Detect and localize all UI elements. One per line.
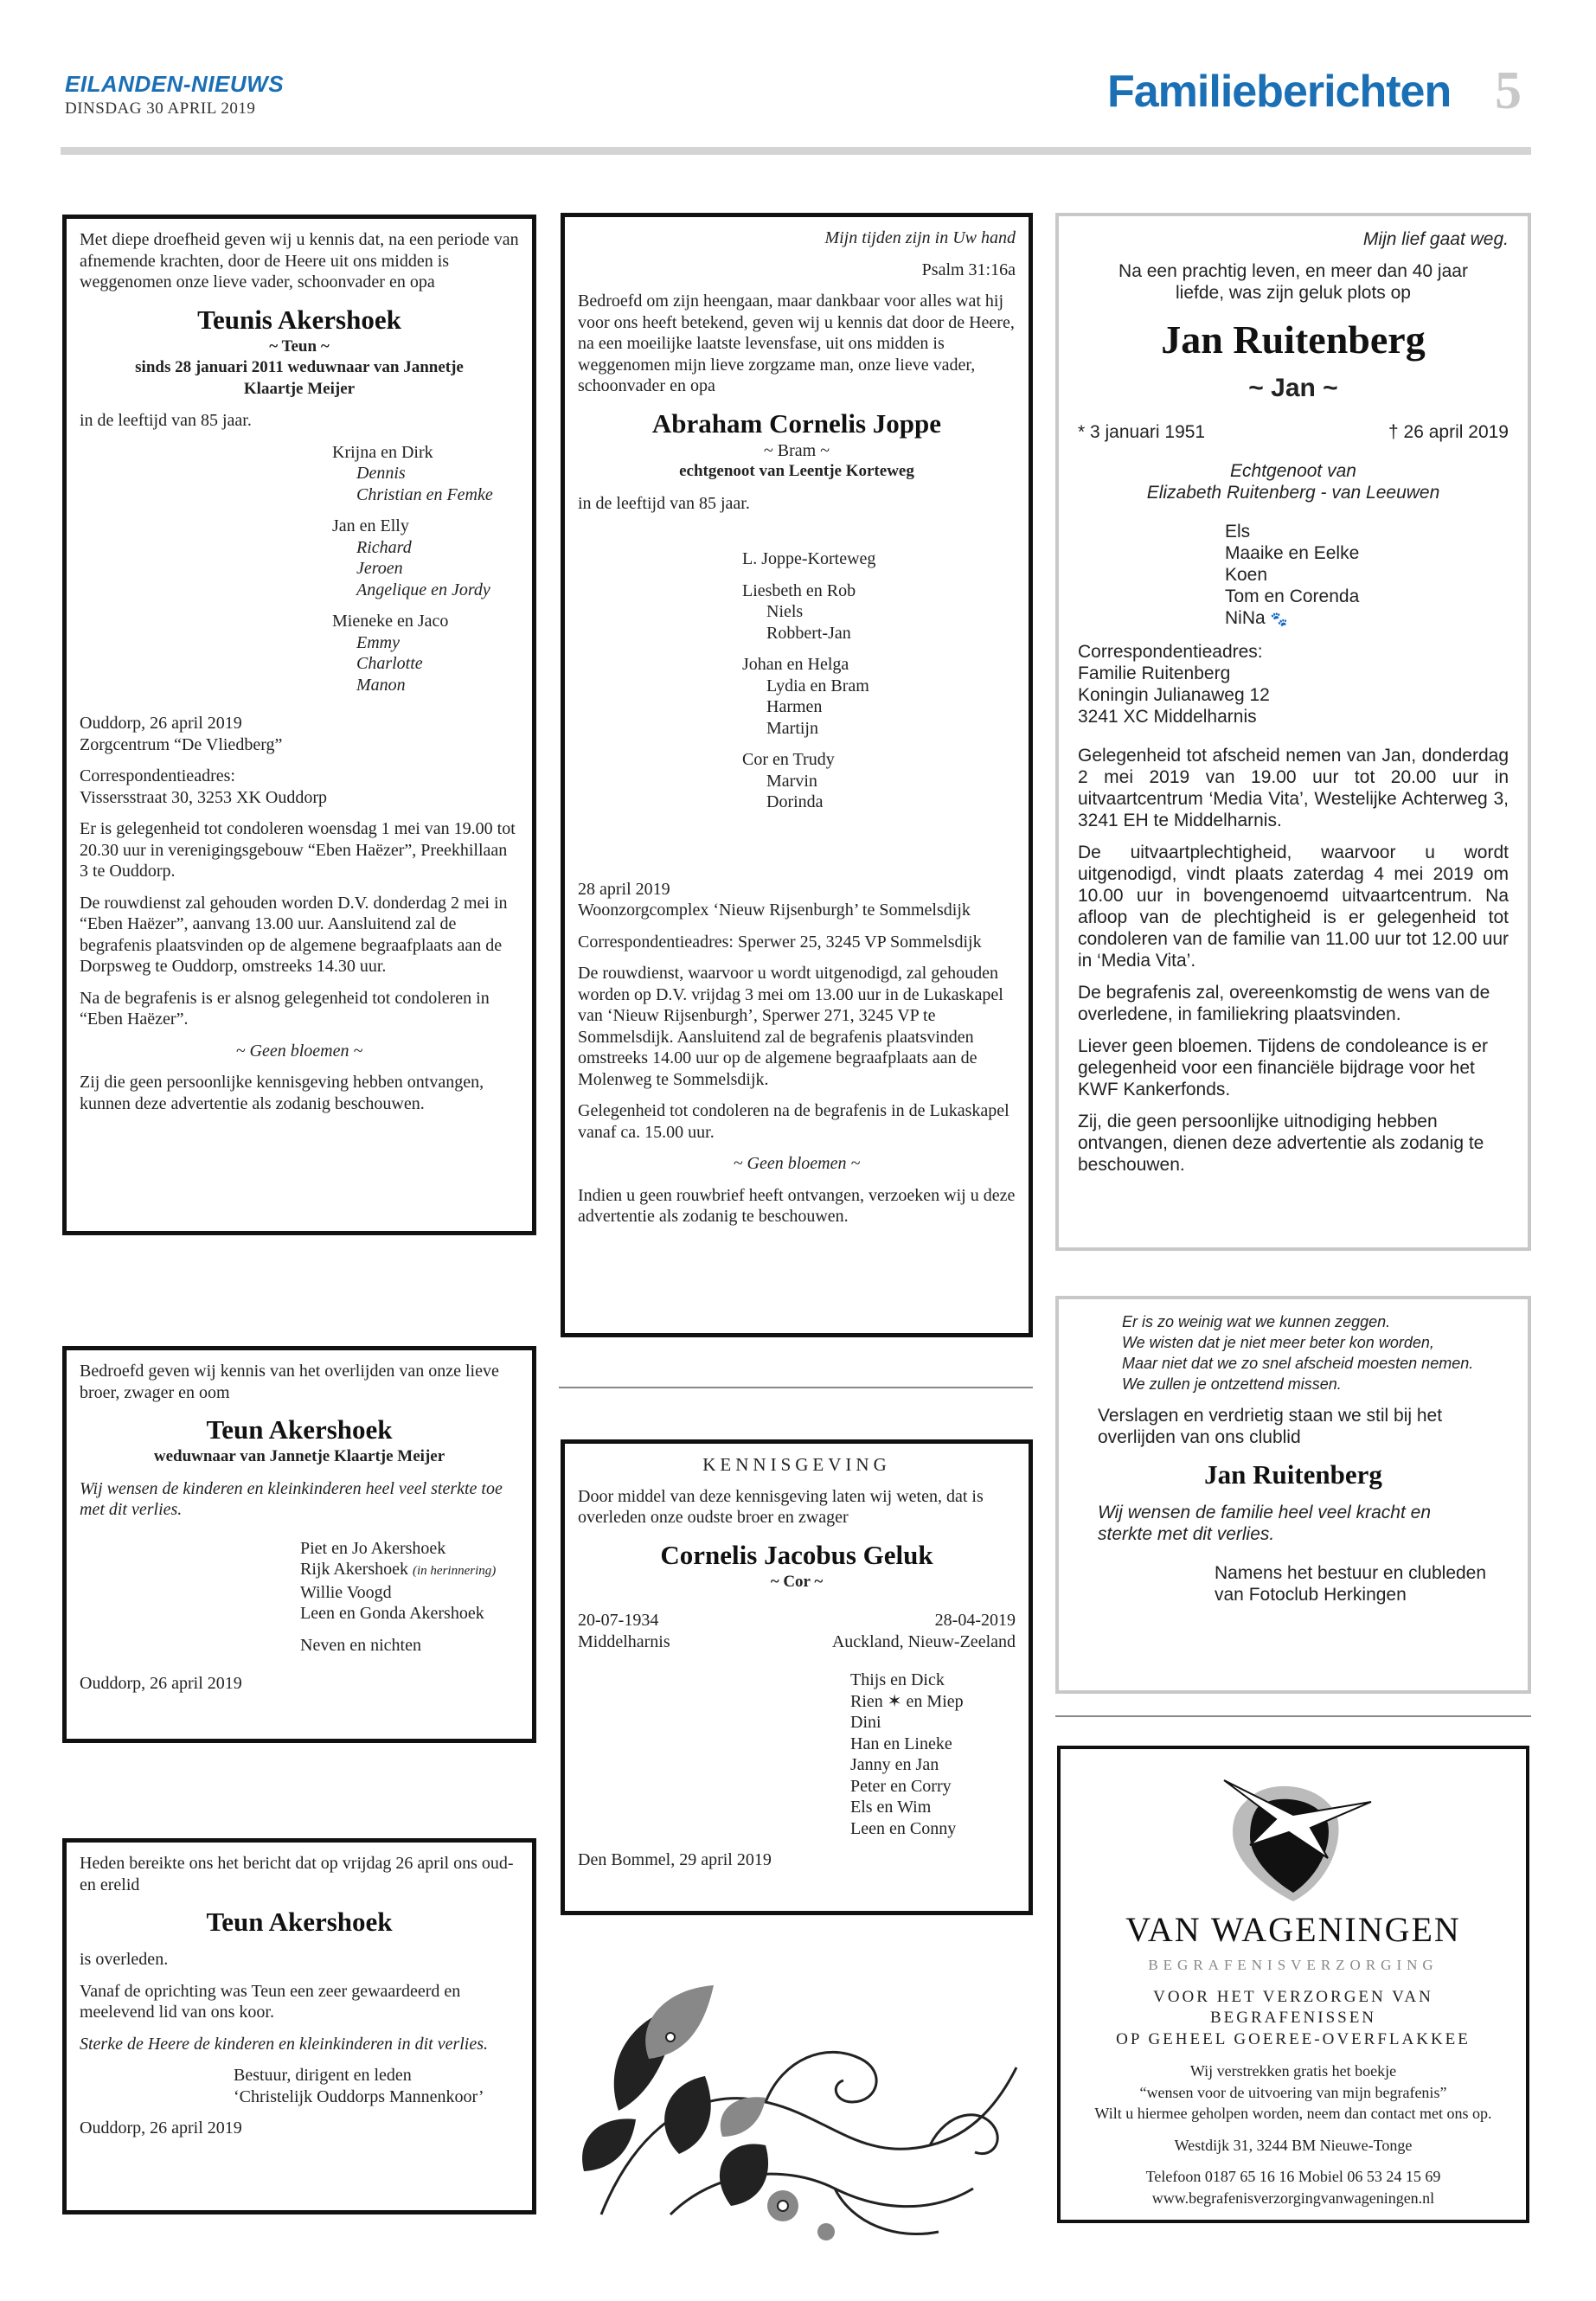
family-child: Dennis bbox=[356, 464, 406, 483]
family-parents: Liesbeth en Rob bbox=[742, 580, 856, 600]
ad6-place-born: Middelharnis bbox=[578, 1631, 670, 1651]
ad5-sign2: ‘Christelijk Ouddorps Mannenkoor’ bbox=[234, 2086, 484, 2106]
family-member: Leen en Gonda Akershoek bbox=[300, 1604, 484, 1623]
ad6-places-row bbox=[578, 1631, 1016, 1653]
ad2-service: De rouwdienst, waarvoor u wordt uitgenodigd, zal gehouden worden op D.V. vrijdag 3 mei om 13.00 uur in de Lukaskapel van ‘Nieuw Rijsenburgh’, Sperwer 271, 3245 VP te Sommelsdijk. Aansluitend zal de begrafenis plaatsvinden omstreeks 14.00 uur op de algemene begraafplaats aan de Molenweg te Sommelsdijk. bbox=[578, 964, 1003, 1089]
ad8-offer1: Wij verstrekken gratis het boekje bbox=[1189, 2062, 1397, 2080]
ad7-signature bbox=[1215, 1562, 1489, 1606]
ad8-subtitle: BEGRAFENISVERZORGING bbox=[1148, 1957, 1439, 1973]
ad7-sign2: van Fotoclub Herkingen bbox=[1215, 1585, 1407, 1605]
ad2-nickname: ~ Bram ~ bbox=[763, 440, 830, 460]
ad6-intro: Door middel van deze kennisgeving laten wij weten, dat is overleden onze oudste broer en zwager bbox=[578, 1486, 984, 1527]
ad1-condolence: Er is gelegenheid tot condoleren woensdag 1 mei van 19.00 tot 20.30 uur in verenigingsgebouw “Eben Haëzer”, Preekhillaan 3 te Ouddorp. bbox=[80, 819, 516, 881]
ad8-phone: Telefoon 0187 65 16 16 Mobiel 06 53 24 15 69 bbox=[1145, 2168, 1441, 2185]
ad3-spouse-line2: Elizabeth Ruitenberg - van Leeuwen bbox=[1146, 483, 1440, 503]
ad2-age: in de leeftijd van 85 jaar. bbox=[578, 493, 750, 513]
ad2-closing: Indien u geen rouwbrief heeft ontvangen, verzoeken wij u deze advertentie als zodanig te beschouwen. bbox=[578, 1185, 1016, 1226]
family-child: Lydia en Bram bbox=[766, 676, 869, 695]
ad8-address: Westdijk 31, 3244 BM Nieuwe-Tonge bbox=[1174, 2136, 1413, 2154]
family-child: Manon bbox=[356, 675, 406, 695]
ad3-corr-label: Correspondentieadres: bbox=[1078, 642, 1263, 662]
ad4-intro: Bedroefd geven wij kennis van het overlijden van onze lieve broer, zwager en oom bbox=[80, 1362, 499, 1402]
header-rule bbox=[61, 147, 1531, 155]
ad8-tagline2: OP GEHEEL GOEREE-OVERFLAKKEE bbox=[1116, 2029, 1471, 2048]
notice-cornelis-geluk bbox=[561, 1439, 1033, 1915]
paw-icon: 🐾 bbox=[1270, 612, 1288, 627]
obituary-teunis-akershoek bbox=[62, 215, 536, 1235]
ad5-name: Teun Akershoek bbox=[206, 1907, 393, 1937]
advert-van-wageningen bbox=[1057, 1746, 1529, 2223]
ad1-family-list bbox=[332, 442, 519, 696]
ad1-nickname: ~ Teun ~ bbox=[269, 336, 330, 356]
family-parents: Johan en Helga bbox=[742, 655, 849, 674]
ad7-intro: Verslagen en verdrietig staan we stil bij het overlijden van ons clublid bbox=[1098, 1406, 1443, 1447]
family-child: Martijn bbox=[766, 718, 818, 738]
family-parents: Jan en Elly bbox=[332, 516, 409, 535]
family-child: Richard bbox=[356, 537, 412, 557]
poem-line: We zullen je ontzettend missen. bbox=[1122, 1375, 1342, 1393]
family-child: Harmen bbox=[766, 697, 823, 716]
family-member: Els bbox=[1225, 522, 1251, 542]
ad3-family-list bbox=[1225, 521, 1509, 631]
ad3-closing: Zij, die geen persoonlijke uitnodiging hebben ontvangen, dienen deze advertentie als zodanig te beschouwen. bbox=[1078, 1112, 1484, 1175]
ad2-widow: L. Joppe-Korteweg bbox=[742, 549, 876, 568]
ad2-corr: Correspondentieadres: Sperwer 25, 3245 VP Sommelsdijk bbox=[578, 932, 982, 952]
ad3-corr-line: Familie Ruitenberg bbox=[1078, 663, 1231, 683]
ad1-age: in de leeftijd van 85 jaar. bbox=[80, 411, 252, 430]
ad3-farewell: Gelegenheid tot afscheid nemen van Jan, donderdag 2 mei 2019 van 19.00 uur tot 20.00 uur in uitvaartcentrum ‘Media Vita’, Westelijke Achterweg 3, 3241 EH te Middelharnis. bbox=[1078, 746, 1509, 830]
ad2-date: 28 april 2019 bbox=[578, 879, 670, 899]
ad1-after: Na de begrafenis is er alsnog gelegenheid tot condoleren in “Eben Haëzer”. bbox=[80, 988, 490, 1029]
ad2-quote: Mijn tijden zijn in Uw hand bbox=[824, 228, 1016, 247]
family-member: Dini bbox=[850, 1713, 881, 1732]
obituary-abraham-joppe bbox=[561, 213, 1033, 1337]
condolence-fotoclub-herkingen bbox=[1055, 1296, 1531, 1694]
ad6-name: Cornelis Jacobus Geluk bbox=[660, 1539, 933, 1570]
ad2-intro: Bedroefd om zijn heengaan, maar dankbaar voor alles wat hij voor ons heeft betekend, geven wij u kennis dat door de Heere, na een moeilijke laatste levensfase, uit ons midden is weggenomen mijn lieve zorgzame man, onze lieve vader, schoonvader en opa bbox=[578, 292, 1015, 395]
ad6-died: 28-04-2019 bbox=[934, 1611, 1016, 1630]
ad7-wish: Wij wensen de familie heel veel kracht en sterkte met dit verlies. bbox=[1098, 1503, 1432, 1544]
ad4-memory: (in herinnering) bbox=[413, 1564, 497, 1578]
ad4-wish: Wij wensen de kinderen en kleinkinderen heel veel sterkte toe met dit verlies. bbox=[80, 1478, 503, 1519]
family-member: Han en Lineke bbox=[850, 1734, 952, 1753]
ad2-name: Abraham Cornelis Joppe bbox=[651, 407, 942, 439]
obituary-jan-ruitenberg bbox=[1055, 213, 1531, 1251]
ad8-web[interactable]: www.begrafenisverzorgingvanwageningen.nl bbox=[1151, 2189, 1435, 2207]
ad3-intro: Na een prachtig leven, en meer dan 40 jaar liefde, was zijn geluk plots op bbox=[1118, 261, 1468, 303]
ad3-spouse-line1: Echtgenoot van bbox=[1230, 461, 1356, 481]
family-member: Koen bbox=[1225, 565, 1268, 585]
ad3-burial: De begrafenis zal, overeenkomstig de wens van de overledene, in familiekring plaatsvinden. bbox=[1078, 983, 1490, 1024]
family-member: Rijk Akershoek bbox=[300, 1560, 408, 1579]
family-member: Tom en Corenda bbox=[1225, 586, 1360, 606]
family-member: Janny en Jan bbox=[850, 1755, 939, 1774]
ad1-name: Teunis Akershoek bbox=[197, 304, 401, 335]
ad1-intro: Met diepe droefheid geven wij u kennis dat, na een periode van afnemende krachten, door de Heere uit ons midden is weggenomen onze lieve vader, schoonvader en opa bbox=[80, 230, 519, 292]
ad3-quote: Mijn lief gaat weg. bbox=[1362, 229, 1509, 249]
ad3-corr-line: 3241 XC Middelharnis bbox=[1078, 707, 1257, 727]
ad5-wish: Sterke de Heere de kinderen en kleinkinderen in dit verlies. bbox=[80, 2034, 489, 2054]
ad8-company: VAN WAGENINGEN bbox=[1125, 1910, 1461, 1949]
ad8-offer3: Wilt u hiermee geholpen worden, neem dan contact met ons op. bbox=[1094, 2105, 1492, 2122]
ad4-nephews: Neven en nichten bbox=[300, 1635, 421, 1655]
ad2-place: Woonzorgcomplex ‘Nieuw Rijsenburgh’ te Sommelsdijk bbox=[578, 901, 971, 920]
family-parents: Krijna en Dirk bbox=[332, 442, 433, 462]
ad2-family-list bbox=[742, 548, 1016, 813]
family-child: Emmy bbox=[356, 632, 400, 652]
family-child: Robbert-Jan bbox=[766, 623, 851, 643]
family-child: Jeroen bbox=[356, 559, 403, 578]
family-member: Willie Voogd bbox=[300, 1582, 392, 1602]
family-child: Charlotte bbox=[356, 654, 423, 673]
family-child: Dorinda bbox=[766, 792, 824, 811]
ad5-signature bbox=[234, 2065, 519, 2107]
ad3-died: † 26 april 2019 bbox=[1388, 422, 1509, 442]
family-member: Piet en Jo Akershoek bbox=[300, 1538, 446, 1558]
ad4-place-date: Ouddorp, 26 april 2019 bbox=[80, 1674, 242, 1693]
family-member: NiNa bbox=[1225, 608, 1266, 628]
ad1-corr-label: Correspondentieadres: bbox=[80, 766, 235, 785]
ad2-condolence: Gelegenheid tot condoleren na de begrafenis in de Lukaskapel vanaf ca. 15.00 uur. bbox=[578, 1101, 1010, 1142]
ad3-born: * 3 januari 1951 bbox=[1078, 422, 1206, 442]
ad5-sign1: Bestuur, dirigent en leden bbox=[234, 2066, 412, 2085]
family-member: Thijs en Dick bbox=[850, 1670, 945, 1689]
ad6-place-date: Den Bommel, 29 april 2019 bbox=[578, 1850, 772, 1869]
newspaper-brand: EILANDEN-NIEUWS bbox=[65, 71, 285, 97]
ad2-psalm: Psalm 31:16a bbox=[921, 260, 1016, 279]
family-child: Angelique en Jordy bbox=[356, 580, 490, 599]
dove-logo-icon bbox=[1198, 1763, 1388, 1910]
ad1-since: sinds 28 januari 2011 weduwnaar van Jannetje Klaartje Meijer bbox=[135, 358, 464, 398]
family-parents: Cor en Trudy bbox=[742, 750, 835, 769]
ad3-flowers: Liever geen bloemen. Tijdens de condoleance is er gelegenheid voor een financiële bijdrage voor het KWF Kankerfonds. bbox=[1078, 1036, 1488, 1099]
ad3-ceremony: De uitvaartplechtigheid, waarvoor u wordt uitgenodigd, vindt plaats zaterdag 4 mei 2019 om 10.00 uur in bovengenoemd uitvaartcentrum. Na afloop van de plechtigheid is er gelegenheid tot condoleren van de familie van 11.00 uur tot 12.00 uur in ‘Media Vita’. bbox=[1078, 843, 1509, 971]
ad7-sign1: Namens het bestuur en clubleden bbox=[1215, 1563, 1487, 1583]
family-member: Leen en Conny bbox=[850, 1818, 957, 1838]
column-divider bbox=[1055, 1715, 1531, 1717]
ad1-corr-address: Vissersstraat 30, 3253 XK Ouddorp bbox=[80, 787, 327, 807]
family-member: Maaike en Eelke bbox=[1225, 543, 1360, 563]
column-divider bbox=[559, 1387, 1033, 1388]
ad3-name: Jan Ruitenberg bbox=[1161, 317, 1426, 362]
ad3-dates bbox=[1078, 421, 1509, 443]
ad1-no-flowers: ~ Geen bloemen ~ bbox=[235, 1041, 363, 1061]
family-child: Niels bbox=[766, 602, 804, 621]
poem-line: Maar niet dat we zo snel afscheid moesten nemen. bbox=[1122, 1355, 1474, 1372]
ad6-born: 20-07-1934 bbox=[578, 1611, 659, 1630]
ad5-died: is overleden. bbox=[80, 1950, 169, 1969]
poem-line: We wisten dat je niet meer beter kon worden, bbox=[1122, 1334, 1434, 1351]
family-member: Rien ✶ en Miep bbox=[850, 1691, 964, 1711]
ad4-family-list bbox=[300, 1538, 519, 1657]
ad5-text: Vanaf de oprichting was Teun een zeer gewaardeerd en meelevend lid van ons koor. bbox=[80, 1981, 461, 2022]
ad6-dates-row bbox=[578, 1610, 1016, 1631]
ad5-place-date: Ouddorp, 26 april 2019 bbox=[80, 2118, 242, 2138]
page-number: 5 bbox=[1495, 61, 1522, 120]
ad8-offer2: “wensen voor de uitvoering van mijn begrafenis” bbox=[1139, 2083, 1447, 2101]
issue-date: DINSDAG 30 APRIL 2019 bbox=[65, 99, 256, 118]
ad1-service: De rouwdienst zal gehouden worden D.V. donderdag 2 mei in “Eben Haëzer”, aanvang 13.00 uur. Aansluitend zal de begrafenis plaatsvinden op de algemene begraafplaats aan de Dorpsweg te Ouddorp, omstreeks 14.30 uur. bbox=[80, 893, 508, 976]
ad1-place-date: Ouddorp, 26 april 2019 bbox=[80, 714, 242, 733]
section-title: Familieberichten bbox=[1107, 67, 1452, 117]
ad4-widower: weduwnaar van Jannetje Klaartje Meijer bbox=[153, 1447, 445, 1465]
ad1-care-home: Zorgcentrum “De Vliedberg” bbox=[80, 734, 283, 754]
obituary-teun-akershoek-choir bbox=[62, 1838, 536, 2214]
family-child: Marvin bbox=[766, 771, 817, 791]
ad4-name: Teun Akershoek bbox=[206, 1414, 393, 1445]
ad7-name: Jan Ruitenberg bbox=[1204, 1459, 1382, 1490]
ad2-spouse: echtgenoot van Leentje Korteweg bbox=[679, 462, 914, 480]
ad2-no-flowers: ~ Geen bloemen ~ bbox=[733, 1154, 861, 1173]
poem-line: Er is zo weinig wat we kunnen zeggen. bbox=[1122, 1313, 1391, 1330]
ad3-nickname: ~ Jan ~ bbox=[1248, 374, 1338, 402]
floral-ornament bbox=[567, 1955, 1034, 2249]
ad8-tagline1: VOOR HET VERZORGEN VAN BEGRAFENISSEN bbox=[1153, 1987, 1433, 2027]
family-member: Els en Wim bbox=[850, 1798, 932, 1817]
ad7-poem bbox=[1098, 1311, 1489, 1394]
ad1-closing: Zij die geen persoonlijke kennisgeving hebben ontvangen, kunnen deze advertentie als zodanig beschouwen. bbox=[80, 1073, 484, 1113]
obituary-teun-akershoek-family bbox=[62, 1346, 536, 1743]
ad3-corr-line: Koningin Julianaweg 12 bbox=[1078, 685, 1270, 705]
ad6-family-list bbox=[850, 1670, 1016, 1839]
family-child: Christian en Femke bbox=[356, 484, 493, 504]
family-member: Peter en Corry bbox=[850, 1776, 952, 1796]
ad5-intro: Heden bereikte ons het bericht dat op vrijdag 26 april ons oud- en erelid bbox=[80, 1854, 514, 1894]
ad6-place-died: Auckland, Nieuw-Zeeland bbox=[831, 1631, 1016, 1651]
family-parents: Mieneke en Jaco bbox=[332, 612, 449, 631]
ad6-heading: KENNISGEVING bbox=[702, 1454, 891, 1475]
ad6-nickname: ~ Cor ~ bbox=[770, 1572, 824, 1591]
